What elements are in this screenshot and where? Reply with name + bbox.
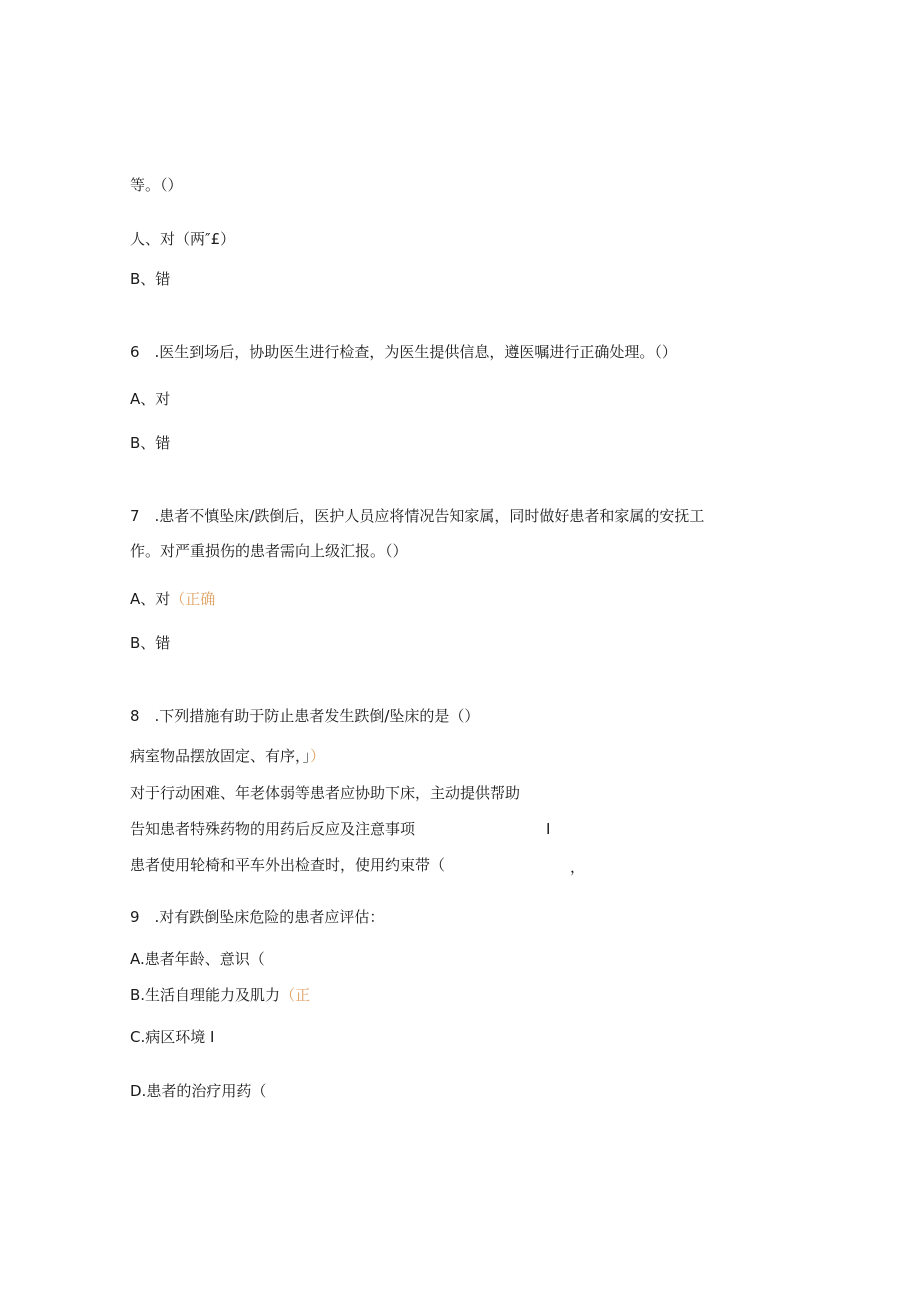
q9-stem: 9 .对有跌倒坠床危险的患者应评估： bbox=[130, 908, 385, 926]
q7-option-a-mark: （正确 bbox=[170, 590, 216, 608]
q5-stem-tail: 等。（） bbox=[130, 176, 183, 194]
q7-stem-line1: 7 .患者不慎坠床/跌倒后，医护人员应将情况告知家属，同时做好患者和家属的安抚工 bbox=[130, 507, 705, 525]
q8-item-1-mark: ） bbox=[310, 747, 326, 765]
q7-option-b: B、错 bbox=[130, 634, 171, 652]
q6-stem: 6 .医生到场后，协助医生进行检查，为医生提供信息，遵医嘱进行正确处理。（） bbox=[130, 343, 677, 361]
q9-option-c: C.病区环境 I bbox=[130, 1028, 215, 1046]
q9-option-a: A.患者年龄、意识（ bbox=[130, 950, 265, 968]
q8-item-4-mark: ， bbox=[570, 858, 586, 876]
q8-item-1-label: 病室物品摆放固定、有序，」 bbox=[130, 747, 311, 765]
q8-stem: 8 .下列措施有助于防止患者发生跌倒/坠床的是（） bbox=[130, 707, 480, 725]
q5-option-b: B、错 bbox=[130, 270, 171, 288]
q6-option-a: A、对 bbox=[130, 390, 171, 408]
q7-option-a-label: A、对 bbox=[130, 590, 171, 608]
q8-item-4: 患者使用轮椅和平车外出检查时，使用约束带（ bbox=[130, 856, 446, 874]
q9-option-b bbox=[130, 985, 310, 1005]
q5-option-a: 人、对（两″£） bbox=[130, 230, 236, 248]
q7-option-a bbox=[130, 589, 215, 609]
q6-option-b: B、错 bbox=[130, 434, 171, 452]
q9-option-b-label: B.生活自理能力及肌力 bbox=[130, 986, 281, 1004]
q9-option-b-mark: （正 bbox=[280, 986, 311, 1004]
q8-item-3-mark: I bbox=[546, 820, 551, 838]
q9-option-d: D.患者的治疗用药（ bbox=[130, 1082, 267, 1100]
q8-item-2: 对于行动困难、年老体弱等患者应协助下床，主动提供帮助 bbox=[130, 784, 521, 802]
q8-item-1 bbox=[130, 746, 325, 766]
q8-item-3: 告知患者特殊药物的用药后反应及注意事项 bbox=[130, 820, 416, 838]
q7-stem-line2: 作。对严重损伤的患者需向上级汇报。（） bbox=[130, 542, 408, 560]
